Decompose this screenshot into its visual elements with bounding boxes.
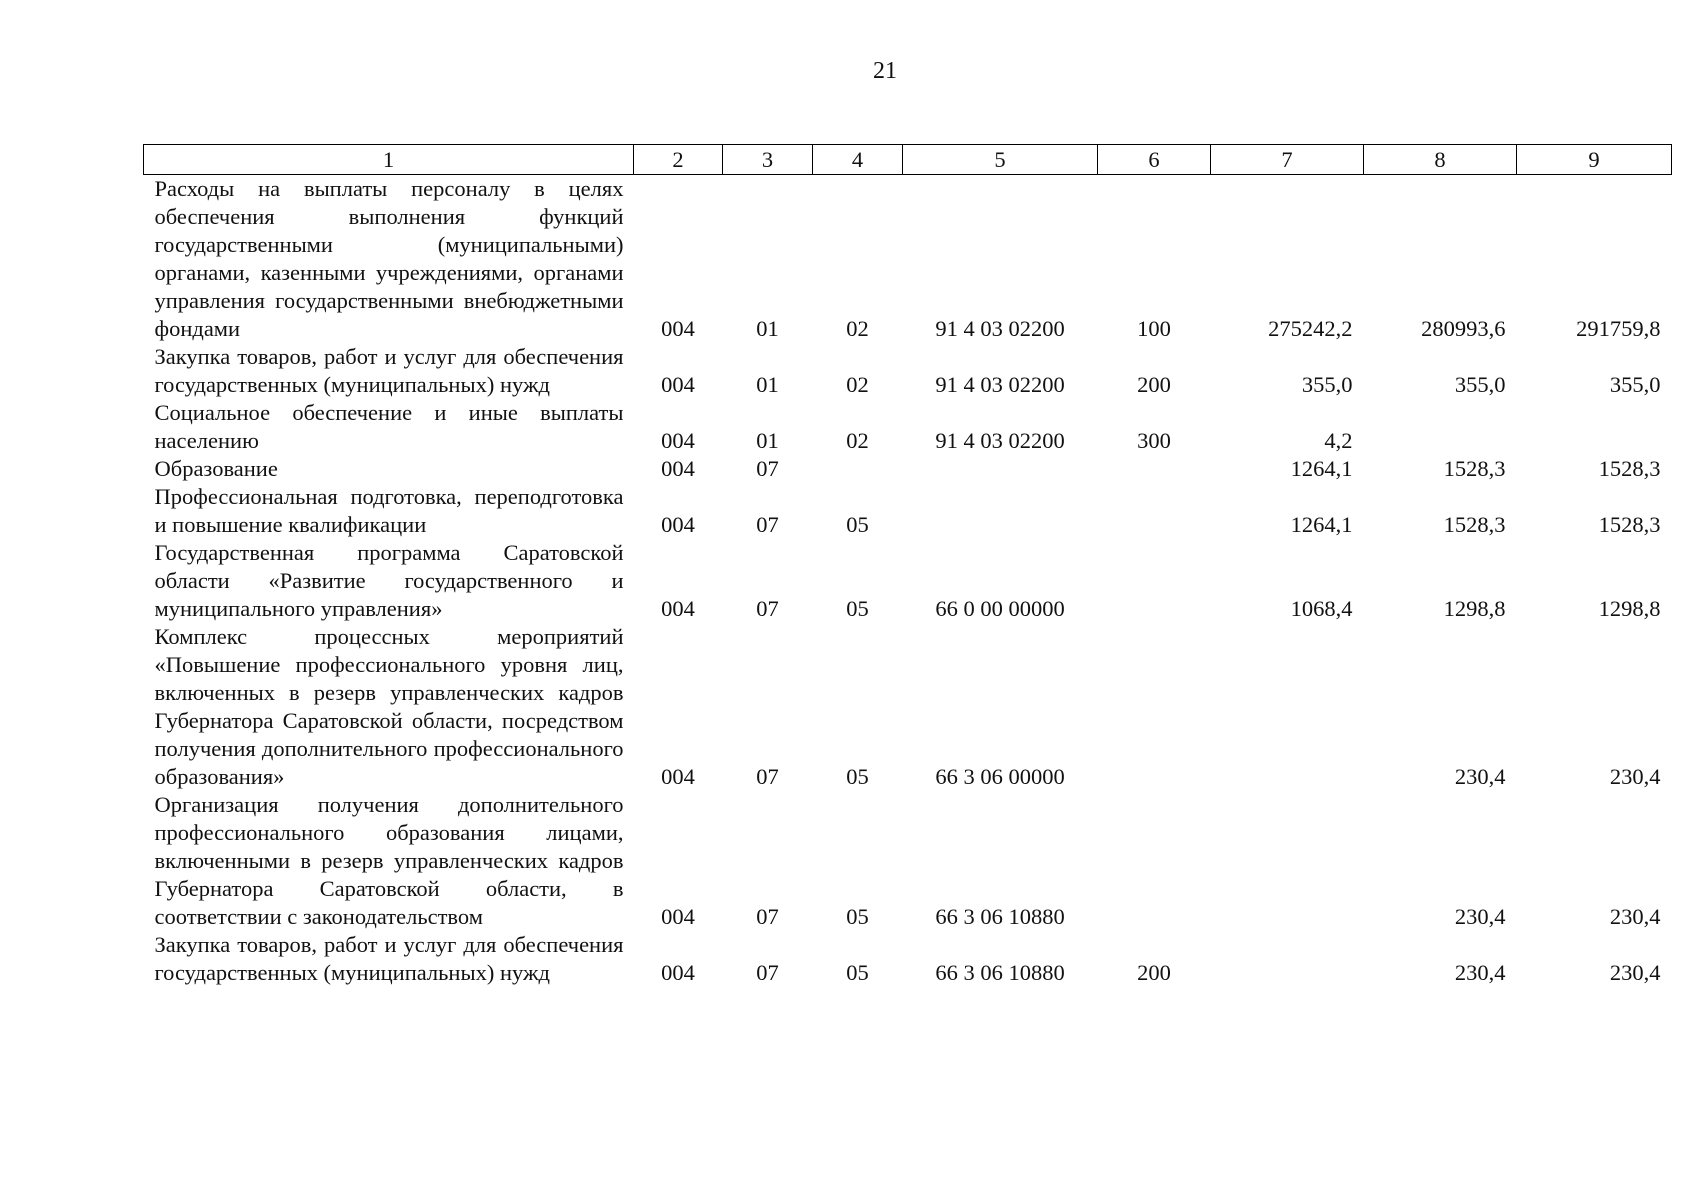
row-col-7: 275242,2 [1268, 316, 1353, 341]
header-col-8: 8 [1364, 145, 1517, 175]
header-col-1: 1 [144, 145, 634, 175]
row-name: Комплекс процессных мероприятий «Повышение профессионального уровня лиц, включенных в резерв управленческих кадров Губернатора Саратовской области, посредством получения дополнительного профессионального образования» [154, 624, 624, 789]
header-col-2: 2 [634, 145, 723, 175]
page-number: 21 [873, 58, 897, 84]
row-col-4: 02 [846, 316, 869, 341]
row-col-2: 004 [661, 316, 695, 341]
row-col-9: 230,4 [1609, 764, 1661, 789]
row-col-8: 230,4 [1454, 764, 1506, 789]
row-col-7: 1068,4 [1290, 596, 1353, 621]
table-row [144, 455, 1672, 483]
row-name: Закупка товаров, работ и услуг для обеспечения государственных (муниципальных) нужд [154, 932, 624, 985]
row-col-7 [1211, 931, 1364, 987]
header-col-9: 9 [1517, 145, 1672, 175]
row-col-7: 1264,1 [1290, 456, 1353, 481]
row-name: Закупка товаров, работ и услуг для обеспечения государственных (муниципальных) нужд [154, 344, 624, 397]
table-header [144, 145, 1672, 175]
table-row [144, 343, 1672, 399]
table-row [144, 623, 1672, 791]
table-row [144, 483, 1672, 539]
row-col-8: 355,0 [1454, 372, 1506, 397]
row-col-8: 280993,6 [1421, 316, 1506, 341]
row-col-3: 01 [756, 372, 779, 397]
row-col-9: 1528,3 [1598, 512, 1661, 537]
table-row [144, 791, 1672, 931]
row-name: Социальное обеспечение и иные выплаты населению [154, 400, 624, 453]
row-col-6 [1098, 455, 1211, 483]
row-col-7 [1211, 623, 1364, 791]
row-col-6 [1098, 791, 1211, 931]
row-col-6 [1098, 483, 1211, 539]
row-col-2: 004 [661, 596, 695, 621]
table-row [144, 539, 1672, 623]
row-name: Профессиональная подготовка, переподготовка и повышение квалификации [154, 484, 624, 537]
header-col-7: 7 [1211, 145, 1364, 175]
row-col-2: 004 [661, 372, 695, 397]
row-col-3: 07 [756, 960, 779, 985]
row-col-5: 91 4 03 02200 [935, 372, 1065, 397]
row-col-6 [1098, 623, 1211, 791]
header-col-3: 3 [723, 145, 813, 175]
row-col-5: 91 4 03 02200 [935, 428, 1065, 453]
row-col-7 [1211, 791, 1364, 931]
row-col-3: 07 [756, 904, 779, 929]
row-col-4: 05 [846, 960, 869, 985]
row-col-3: 01 [756, 316, 779, 341]
header-col-4: 4 [813, 145, 903, 175]
row-col-4: 05 [846, 512, 869, 537]
row-col-5: 66 3 06 10880 [935, 904, 1065, 929]
table-row [144, 931, 1672, 987]
row-col-8: 230,4 [1454, 904, 1506, 929]
row-col-9: 230,4 [1609, 960, 1661, 985]
row-col-2: 004 [661, 456, 695, 481]
row-col-7: 355,0 [1301, 372, 1353, 397]
row-col-3: 07 [756, 764, 779, 789]
row-col-8: 230,4 [1454, 960, 1506, 985]
row-col-3: 07 [756, 596, 779, 621]
row-col-7: 1264,1 [1290, 512, 1353, 537]
row-col-4: 02 [846, 372, 869, 397]
row-col-3: 07 [756, 456, 779, 481]
table-row [144, 399, 1672, 455]
row-col-2: 004 [661, 904, 695, 929]
row-col-9: 355,0 [1609, 372, 1661, 397]
row-col-2: 004 [661, 960, 695, 985]
row-col-5: 66 3 06 10880 [935, 960, 1065, 985]
row-col-6: 300 [1137, 428, 1171, 453]
row-col-8: 1528,3 [1443, 512, 1506, 537]
header-col-6: 6 [1098, 145, 1211, 175]
row-col-6 [1098, 539, 1211, 623]
table-body [144, 175, 1672, 988]
row-col-5: 66 3 06 00000 [935, 764, 1065, 789]
row-col-9: 1298,8 [1598, 596, 1661, 621]
row-col-8 [1364, 399, 1517, 455]
row-col-4: 05 [846, 764, 869, 789]
row-col-4: 05 [846, 596, 869, 621]
row-col-9: 291759,8 [1576, 316, 1661, 341]
row-col-5: 91 4 03 02200 [935, 316, 1065, 341]
row-col-3: 01 [756, 428, 779, 453]
header-col-5: 5 [903, 145, 1098, 175]
header-row [144, 145, 1672, 175]
row-col-9 [1517, 399, 1672, 455]
row-name: Расходы на выплаты персоналу в целях обеспечения выполнения функций государственными (муниципальными) органами, казенными учреждениями, органами управления государственными внебюджетными фондами [154, 176, 624, 341]
row-col-6: 100 [1137, 316, 1171, 341]
row-name: Организация получения дополнительного профессионального образования лицами, включенными в резерв управленческих кадров Губернатора Саратовской области, в соответствии с законодательством [154, 792, 624, 929]
row-col-9: 230,4 [1609, 904, 1661, 929]
row-col-9: 1528,3 [1598, 456, 1661, 481]
row-col-5 [903, 483, 1098, 539]
row-col-7: 4,2 [1324, 428, 1353, 453]
row-col-2: 004 [661, 428, 695, 453]
row-col-2: 004 [661, 512, 695, 537]
budget-table [143, 144, 1672, 987]
row-col-5 [903, 455, 1098, 483]
row-col-4: 05 [846, 904, 869, 929]
row-col-2: 004 [661, 764, 695, 789]
row-name: Образование [154, 456, 278, 481]
row-col-8: 1298,8 [1443, 596, 1506, 621]
row-col-5: 66 0 00 00000 [935, 596, 1065, 621]
row-col-3: 07 [756, 512, 779, 537]
row-col-4 [813, 455, 903, 483]
row-col-6: 200 [1137, 960, 1171, 985]
row-col-4: 02 [846, 428, 869, 453]
row-col-8: 1528,3 [1443, 456, 1506, 481]
row-name: Государственная программа Саратовской области «Развитие государственного и муниципального управления» [154, 540, 624, 621]
table-row [144, 175, 1672, 344]
row-col-6: 200 [1137, 372, 1171, 397]
